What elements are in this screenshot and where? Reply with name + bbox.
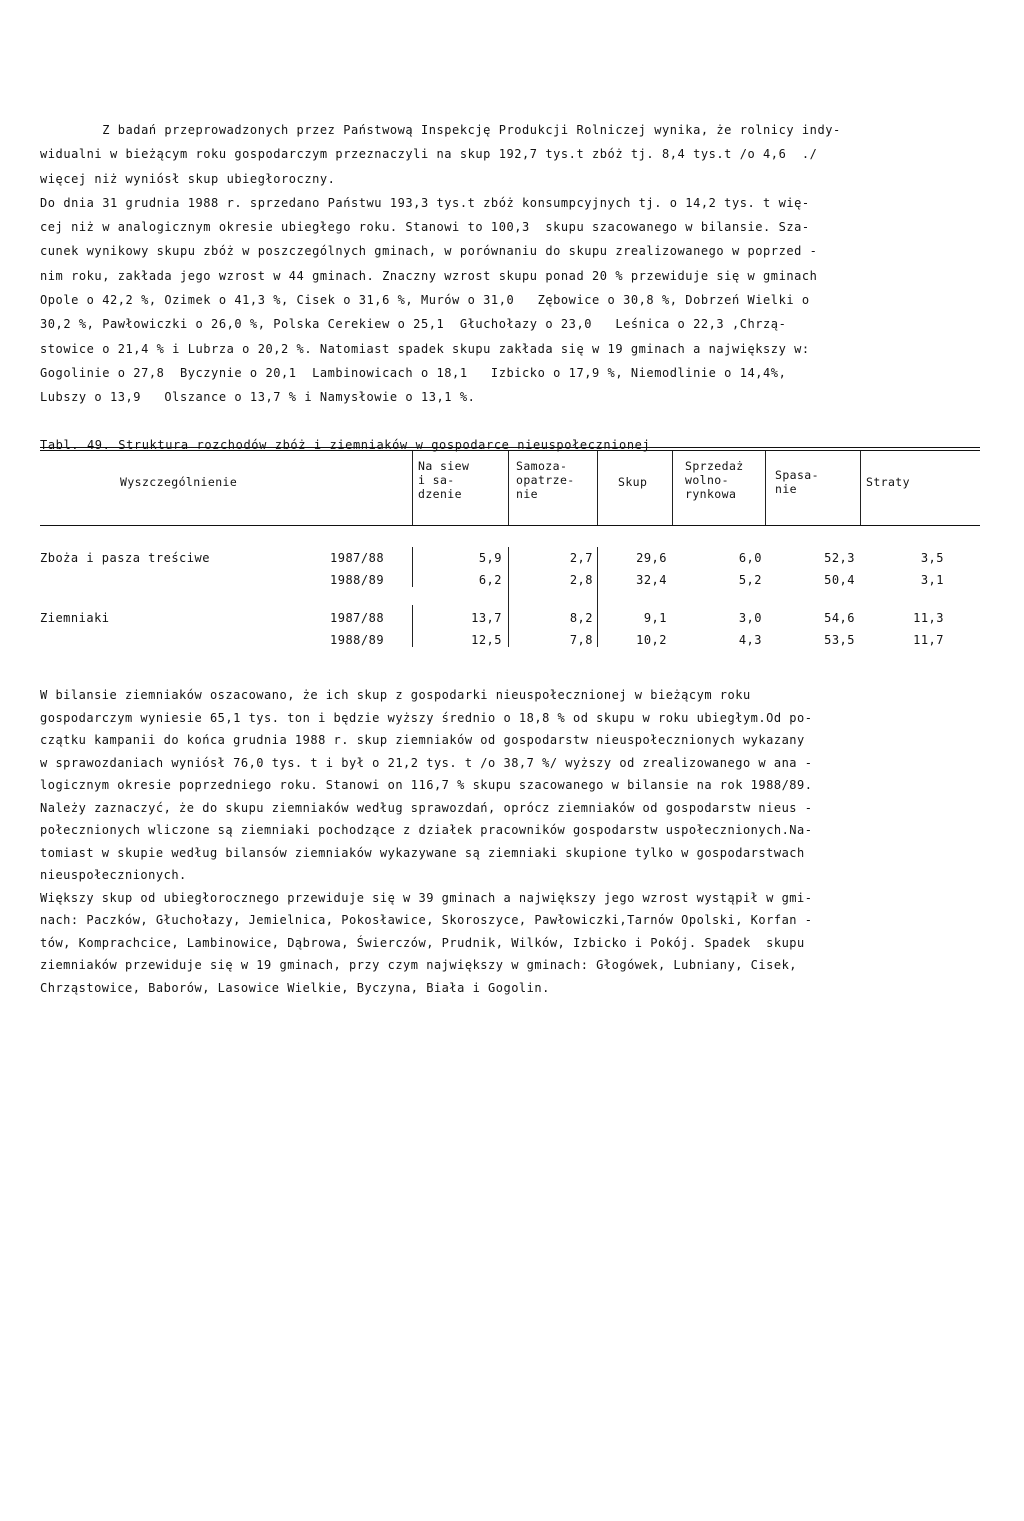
paragraph-2-line: czątku kampanii do końca grudnia 1988 r. skup ziemniaków od gospodarstw nieuspołecznionych wykazany [40,733,805,747]
data-table [40,447,985,667]
row-year: 1988/89 [330,573,385,587]
column-header-line: Samoza- [516,459,568,473]
table-cell: 10,2 [636,633,667,647]
column-header [618,475,668,489]
table-cell: 11,3 [913,611,944,625]
paragraph-1 [40,118,985,410]
column-header-line: Straty [866,475,910,489]
column-header-line: Wyszczególnienie [120,475,238,489]
table-cell: 6,0 [738,551,762,565]
paragraph-1-line: cunek wynikowy skupu zbóż w poszczególnych gminach, w porównaniu do skupu zrealizowanego w poprzed - [40,244,818,259]
column-header-line: Spasa- [775,468,819,482]
column-header-line: rynkowa [685,487,737,501]
table-cell: 11,7 [913,633,944,647]
paragraph-2-line: Większy skup od ubiegłorocznego przewiduje się w 39 gminach a największy jego wzrost wystąpił w gmi- [40,890,813,905]
paragraph-2 [40,684,985,999]
table-cell: 29,6 [636,551,667,565]
table-cell: 3,0 [738,611,762,625]
col-divider [672,451,673,525]
paragraph-2-line: w sprawozdaniach wyniósł 76,0 tys. t i był o 21,2 tys. t /o 38,7 %/ wyższy od zrealizowanego w ana - [40,755,813,770]
paragraph-2-line: Należy zaznaczyć, że do skupu ziemniaków według sprawozdań, oprócz ziemniaków od gospodarstw nieus - [40,800,813,815]
table-top-rule [40,447,980,448]
paragraph-1-line: 30,2 %, Pawłowiczki o 26,0 %, Polska Cerekiew o 25,1 Głuchołazy o 23,0 Leśnica o 22,3 ,Chrzą- [40,317,787,332]
table-header-rule [40,525,980,526]
paragraph-2-line: połecznionych wliczone są ziemniaki pochodzące z działek pracowników gospodarstw uspołecznionych.Na- [40,823,813,837]
column-header [685,459,765,501]
paragraph-1-line: cej niż w analogicznym okresie ubiegłego roku. Stanowi to 100,3 skupu szacowanego w bilansie. Sza- [40,220,810,235]
column-header-line: wolno- [685,473,729,487]
column-header-line: Skup [618,475,648,489]
table-top-rule-2 [40,450,980,451]
table-cell: 7,8 [569,633,593,647]
table-cell: 52,3 [824,551,855,565]
column-header-line: nie [516,487,538,501]
paragraph-1-line: Do dnia 31 grudnia 1988 r. sprzedano Państwu 193,3 tys.t zbóż konsumpcyjnych tj. o 14,2 tys. t wię- [40,195,810,210]
column-header-line: Na siew [418,459,470,473]
col-divider [412,451,413,525]
paragraph-1-line: więcej niż wyniósł skup ubiegłoroczny. [40,171,336,186]
table-caption: Tabl. 49. Struktura rozchodów zbóż i ziemniaków w gospodarce nieuspołecznionej [40,438,651,452]
table-cell: 8,2 [569,611,593,625]
paragraph-2-line: gospodarczym wyniesie 65,1 tys. ton i będzie wyższy średnio o 18,8 % od skupu w roku ubiegłym.Od po- [40,710,813,725]
col-divider [597,451,598,525]
paragraph-2-line: logicznym okresie poprzedniego roku. Stanowi on 116,7 % skupu szacowanego w bilansie na rok 1988/89. [40,778,813,792]
table-cell: 5,9 [478,551,502,565]
table-cell: 13,7 [471,611,502,625]
col-divider [860,451,861,525]
table-cell: 54,6 [824,611,855,625]
column-header [866,475,956,489]
row-year: 1987/88 [330,551,385,565]
table-cell: 12,5 [471,633,502,647]
row-year: 1987/88 [330,611,385,625]
row-year: 1988/89 [330,633,385,647]
paragraph-2-line: nach: Paczków, Głuchołazy, Jemielnica, Pokosławice, Skoroszyce, Pawłowiczki,Tarnów Opolski, Korfan - [40,913,813,927]
column-header [418,459,498,501]
column-header-line: nie [775,482,797,496]
column-header [516,459,596,501]
col-divider [508,451,509,525]
paragraph-2-line: tomiast w skupie według bilansów ziemniaków wykazywane są ziemniaki skupione tylko w gospodarstwach [40,845,805,860]
table-cell: 4,3 [738,633,762,647]
table-cell: 5,2 [738,573,762,587]
table-cell: 3,1 [920,573,944,587]
paragraph-1-line: nim roku, zakłada jego wzrost w 44 gminach. Znaczny wzrost skupu ponad 20 % przewiduje się w gminach [40,268,818,283]
paragraph-1-line: Opole o 42,2 %, Ozimek o 41,3 %, Cisek o 31,6 %, Murów o 31,0 Zębowice o 30,8 %, Dobrzeń Wielki o [40,293,810,308]
paragraph-1-line: Gogolinie o 27,8 Byczynie o 20,1 Lambinowicach o 18,1 Izbicko o 17,9 %, Niemodlinie o 14,4%, [40,365,787,380]
table-cell: 9,1 [643,611,667,625]
col-divider [765,451,766,525]
table-cell: 53,5 [824,633,855,647]
paragraph-2-line: tów, Komprachcice, Lambinowice, Dąbrowa, Świerczów, Prudnik, Wilków, Izbicko i Pokój. Spadek skupu [40,935,805,950]
column-header-line: opatrze- [516,473,575,487]
table-cell: 2,7 [569,551,593,565]
col-divider [412,605,413,647]
column-header-line: Sprzedaż [685,459,744,473]
column-header [775,468,845,496]
paragraph-2-line: Chrząstowice, Baborów, Lasowice Wielkie, Byczyna, Biała i Gogolin. [40,980,550,995]
table-cell: 2,8 [569,573,593,587]
row-label: Ziemniaki [40,611,110,625]
table-cell: 50,4 [824,573,855,587]
paragraph-2-line: W bilansie ziemniaków oszacowano, że ich skup z gospodarki nieuspołecznionej w bieżącym roku [40,688,751,702]
paragraph-1-line: Lubszy o 13,9 Olszance o 13,7 % i Namysłowie o 13,1 %. [40,390,476,405]
paragraph-1-line: widualni w bieżącym roku gospodarczym przeznaczyli na skup 192,7 tys.t zbóż tj. 8,4 tys.t /o 4,6 ./ [40,147,818,162]
column-header [120,475,320,489]
column-header-line: dzenie [418,487,462,501]
paragraph-2-line: ziemniaków przewiduje się w 19 gminach, przy czym największy w gminach: Głogówek, Lubniany, Cisek, [40,958,798,972]
row-label: Zboża i pasza treściwe [40,551,210,565]
col-divider [508,547,509,647]
column-header-line: i sa- [418,473,455,487]
paragraph-2-line: nieuspołecznionych. [40,868,187,882]
paragraph-1-line: Z badań przeprowadzonych przez Państwową Inspekcję Produkcji Rolniczej wynika, że rolnicy indy- [40,123,841,137]
paragraph-text [40,118,985,410]
table-cell: 32,4 [636,573,667,587]
table-cell: 6,2 [478,573,502,587]
table-cell: 3,5 [920,551,944,565]
paragraph-1-line: stowice o 21,4 % i Lubrza o 20,2 %. Natomiast spadek skupu zakłada się w 19 gminach a największy w: [40,341,810,356]
col-divider [412,547,413,587]
